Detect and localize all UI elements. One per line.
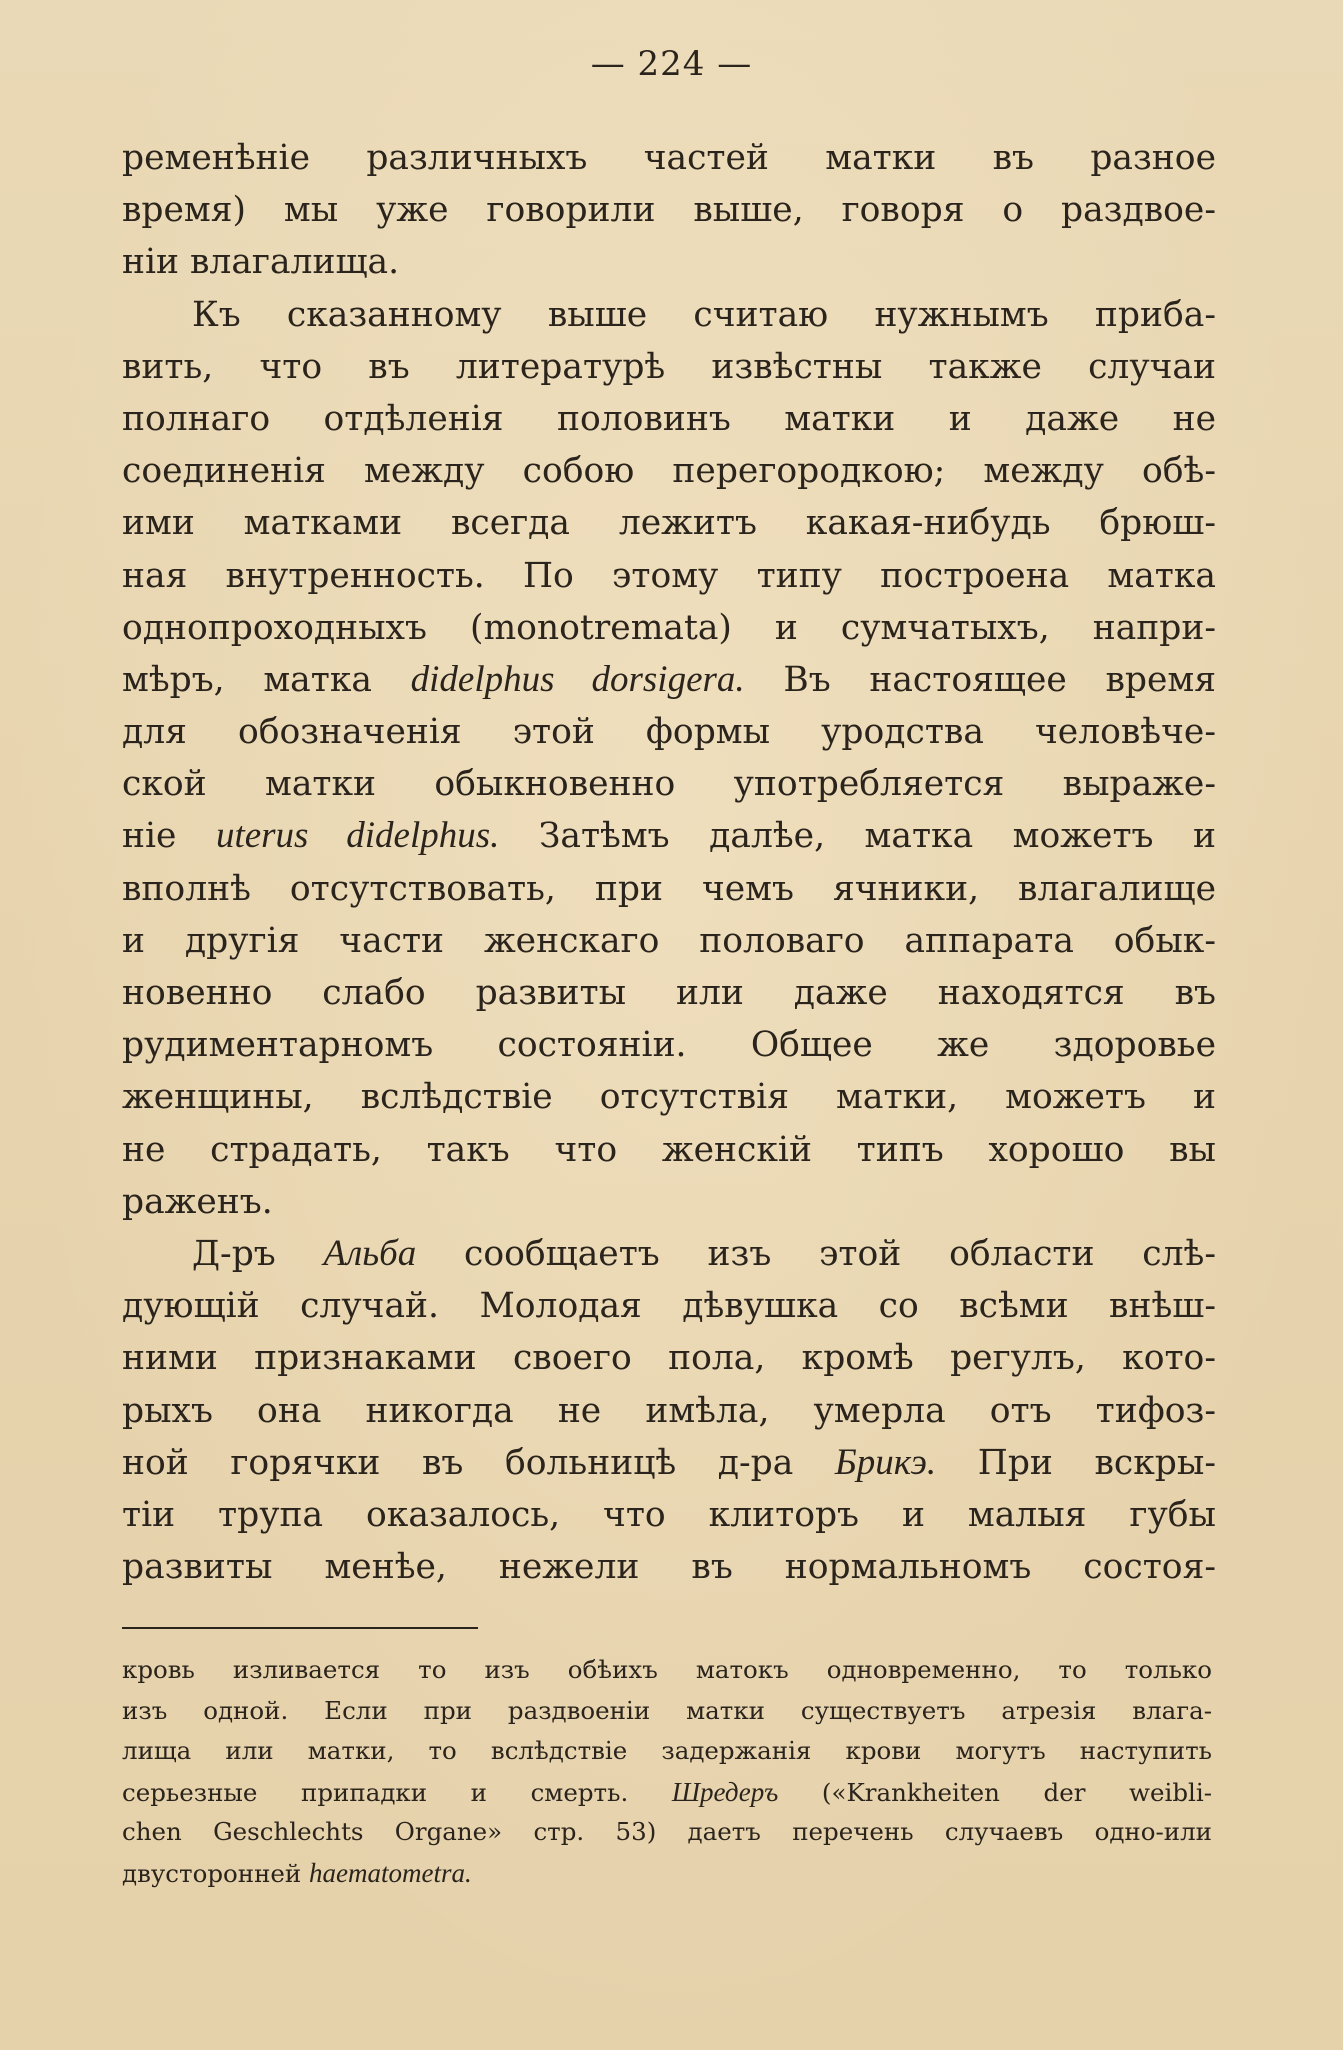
text-run: Д-ръ	[192, 1233, 324, 1274]
text-line	[122, 1332, 1216, 1384]
text-run: раженъ.	[122, 1181, 273, 1222]
text-line	[122, 132, 1216, 184]
footnote-line	[122, 1772, 1212, 1813]
italic-text: Альба	[323, 1232, 417, 1274]
footnote-line	[122, 1853, 1212, 1894]
text-run: серьезные припадки и смерть.	[122, 1777, 672, 1807]
text-run: рудиментарномъ состояніи. Общее же здоровье	[122, 1025, 1216, 1066]
text-line	[122, 602, 1216, 654]
text-run: ними признаками своего пола, кромѣ регулъ, кото-	[122, 1338, 1216, 1379]
text-run: развиты менѣе, нежели въ нормальномъ состоя-	[122, 1547, 1216, 1588]
main-text	[122, 132, 1216, 1593]
italic-text: Брикэ.	[834, 1441, 937, 1483]
text-run: ременѣніе различныхъ частей матки въ разное	[122, 138, 1216, 178]
text-line	[122, 863, 1216, 915]
italic-text: Шредеръ	[671, 1776, 779, 1807]
text-line	[122, 341, 1216, 393]
italic-text: haematometra.	[309, 1857, 472, 1888]
text-line	[122, 236, 1216, 288]
text-line	[122, 1124, 1216, 1176]
text-line	[122, 1019, 1216, 1071]
text-run: и другія части женскаго половаго аппарата обык-	[122, 920, 1216, 961]
text-line	[122, 758, 1216, 810]
text-run: время) мы уже говорили выше, говоря о раздвое-	[122, 190, 1216, 231]
footnote-line	[122, 1691, 1212, 1732]
text-run: вполнѣ отсутствовать, при чемъ ячники, влагалище	[122, 868, 1216, 909]
text-run: тіи трупа оказалось, что клиторъ и малыя губы	[122, 1494, 1216, 1535]
text-run: дующій случай. Молодая дѣвушка со всѣми внѣш-	[122, 1286, 1216, 1327]
text-line	[122, 1228, 1216, 1280]
text-line	[122, 915, 1216, 967]
text-run: соединенія между собою перегородкою; между обѣ-	[122, 451, 1216, 492]
text-run: новенно слабо развиты или даже находятся въ	[122, 973, 1216, 1013]
text-line	[122, 1280, 1216, 1332]
text-run: ная внутренность. По этому типу построена матка	[122, 555, 1216, 596]
italic-text: didelphus dorsigera.	[410, 658, 745, 700]
text-run: изъ одной. Если при раздвоеніи матки существуетъ атрезія влага-	[122, 1695, 1212, 1725]
footnote-line	[122, 1812, 1212, 1853]
text-line	[122, 1437, 1216, 1489]
text-run: Въ настоящее время	[744, 659, 1216, 700]
italic-text: uterus didelphus.	[215, 815, 500, 857]
text-line	[122, 1489, 1216, 1541]
text-line	[122, 497, 1216, 549]
text-line	[122, 1071, 1216, 1123]
text-run: ніе	[122, 816, 216, 857]
text-run: мѣръ, матка	[122, 659, 411, 700]
text-line	[122, 810, 1216, 862]
text-run: полнаго отдѣленія половинъ матки и даже не	[122, 398, 1216, 439]
text-line	[122, 967, 1216, 1019]
text-line	[122, 393, 1216, 445]
text-line	[122, 706, 1216, 758]
text-run: При вскры-	[936, 1442, 1216, 1483]
footnote-divider	[122, 1627, 478, 1629]
text-run: кровь изливается то изъ обѣихъ матокъ одновременно, то только	[122, 1655, 1212, 1684]
text-run: для обозначенія этой формы уродства человѣче-	[122, 712, 1216, 753]
footnote	[122, 1650, 1212, 1893]
text-line	[122, 1385, 1216, 1437]
text-run: Затѣмъ далѣе, матка можетъ и	[499, 816, 1216, 857]
text-line	[122, 654, 1216, 706]
text-run: лища или матки, то вслѣдствіе задержанія крови могутъ наступить	[122, 1736, 1212, 1765]
text-run: не страдать, такъ что женскій типъ хорошо вы	[122, 1129, 1216, 1170]
text-line	[122, 550, 1216, 602]
text-run: рыхъ она никогда не имѣла, умерла отъ тифоз-	[122, 1390, 1216, 1431]
text-run: chen Geschlechts Organe» стр. 53) даетъ перечень случаевъ одно-или	[122, 1817, 1212, 1846]
footnote-line	[122, 1731, 1212, 1772]
text-run: («Krankheiten der weibli-	[778, 1777, 1212, 1807]
text-line	[122, 184, 1216, 236]
text-run: Къ сказанному выше считаю нужнымъ приба-	[192, 294, 1216, 335]
text-run: вить, что въ литературѣ извѣстны также случаи	[122, 346, 1216, 387]
text-line	[122, 1541, 1216, 1593]
text-run: ніи влагалища.	[122, 242, 400, 283]
text-run: сообщаетъ изъ этой области слѣ-	[416, 1233, 1216, 1274]
text-run: женщины, вслѣдствіе отсутствія матки, можетъ и	[122, 1077, 1216, 1118]
text-run: двусторонней	[122, 1858, 310, 1888]
text-line	[122, 445, 1216, 497]
text-run: ими матками всегда лежитъ какая-нибудь брюш-	[122, 503, 1216, 544]
text-line	[122, 1176, 1216, 1228]
text-run: ной горячки въ больницѣ д-ра	[122, 1442, 835, 1483]
page-number: — 224 —	[590, 44, 753, 84]
text-run: однопроходныхъ (monotremata) и сумчатыхъ, напри-	[122, 607, 1216, 648]
text-run: ской матки обыкновенно употребляется выраже-	[122, 764, 1216, 805]
text-line	[122, 289, 1216, 341]
footnote-line	[122, 1650, 1212, 1691]
